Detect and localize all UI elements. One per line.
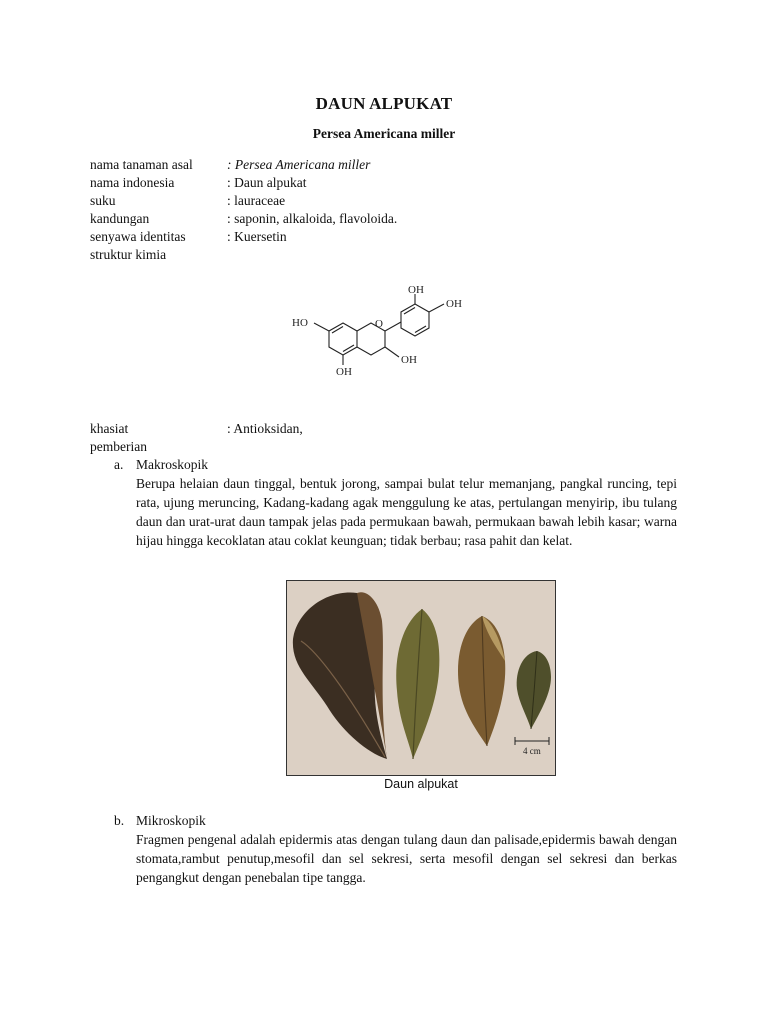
ring-a xyxy=(329,323,357,355)
info-key: suku xyxy=(90,193,116,208)
info-value: : lauraceae xyxy=(227,193,286,208)
section-b-heading xyxy=(114,812,206,830)
info-key: kandungan xyxy=(90,211,150,226)
info-key: nama indonesia xyxy=(90,175,175,190)
section-b-paragraph: Fragmen pengenal adalah epidermis atas dengan tulang daun dan palisade,epidermis bawah dengan stomata,rambut penutup,mesofil dan sel sekresi, serta mesofil dengan sel sekresi dan berkas pengangkut dengan penebalan tipe tangga. xyxy=(136,832,677,885)
info-row-nama-indonesia xyxy=(90,174,306,192)
info-key: khasiat xyxy=(90,421,129,436)
structure-label-oh-right: OH xyxy=(401,354,417,366)
chemical-structure-diagram xyxy=(288,282,488,376)
structure-label-oh-top: OH xyxy=(408,284,424,296)
document-title: DAUN ALPUKAT xyxy=(315,94,453,113)
info-row-struktur-kimia xyxy=(90,246,227,264)
section-a-paragraph: Berupa helaian daun tinggal, bentuk jorong, sampai bulat telur memanjang, pangkal runcing, tepi rata, ujung meruncing, Kadang-kadang agak menggulung ke atas, pertulangan menyirip, ibu tulang daun dan urat-urat daun tampak jelas pada permukaan bawah, permukaan bawah lebih kasar; warna hijau hingga kecoklatan atau coklat keunguan; tidak berbau; rasa pahit dan kelat. xyxy=(136,476,677,548)
scale-bar-label: 4 cm xyxy=(523,746,541,756)
structure-label-ho-left: HO xyxy=(292,317,308,329)
ring-oxygen-label: O xyxy=(375,318,383,330)
structure-label-oh-bottom: OH xyxy=(336,366,352,376)
section-heading-text: Mikroskopik xyxy=(136,813,206,828)
ring-b xyxy=(401,304,429,336)
info-key: struktur kimia xyxy=(90,247,167,262)
document-subtitle: Persea Americana miller xyxy=(312,126,456,141)
info-row-kandungan xyxy=(90,210,397,228)
structure-label-oh-top-right: OH xyxy=(446,298,462,310)
info-value: : saponin, alkaloida, flavoloida. xyxy=(227,211,398,226)
info-value: : Daun alpukat xyxy=(227,175,307,190)
photo-caption: Daun alpukat xyxy=(384,777,458,791)
info-key: senyawa identitas xyxy=(90,229,186,244)
leaf-photograph xyxy=(286,580,556,776)
info-value: : Persea Americana miller xyxy=(227,157,371,172)
info-value: : Kuersetin xyxy=(227,229,287,244)
info-row-senyawa-identitas xyxy=(90,228,287,246)
info-row-pemberian xyxy=(90,438,227,456)
info-row-suku xyxy=(90,192,285,210)
info-key: pemberian xyxy=(90,439,147,454)
section-heading-text: Makroskopik xyxy=(136,457,208,472)
list-marker: a. xyxy=(114,457,124,472)
info-key: nama tanaman asal xyxy=(90,157,193,172)
leaf-illustration xyxy=(287,581,556,776)
list-marker: b. xyxy=(114,813,125,828)
section-a-heading xyxy=(114,456,208,474)
info-value: : Antioksidan, xyxy=(227,421,303,436)
info-row-khasiat xyxy=(90,420,303,438)
info-row-nama-tanaman-asal xyxy=(90,156,370,174)
